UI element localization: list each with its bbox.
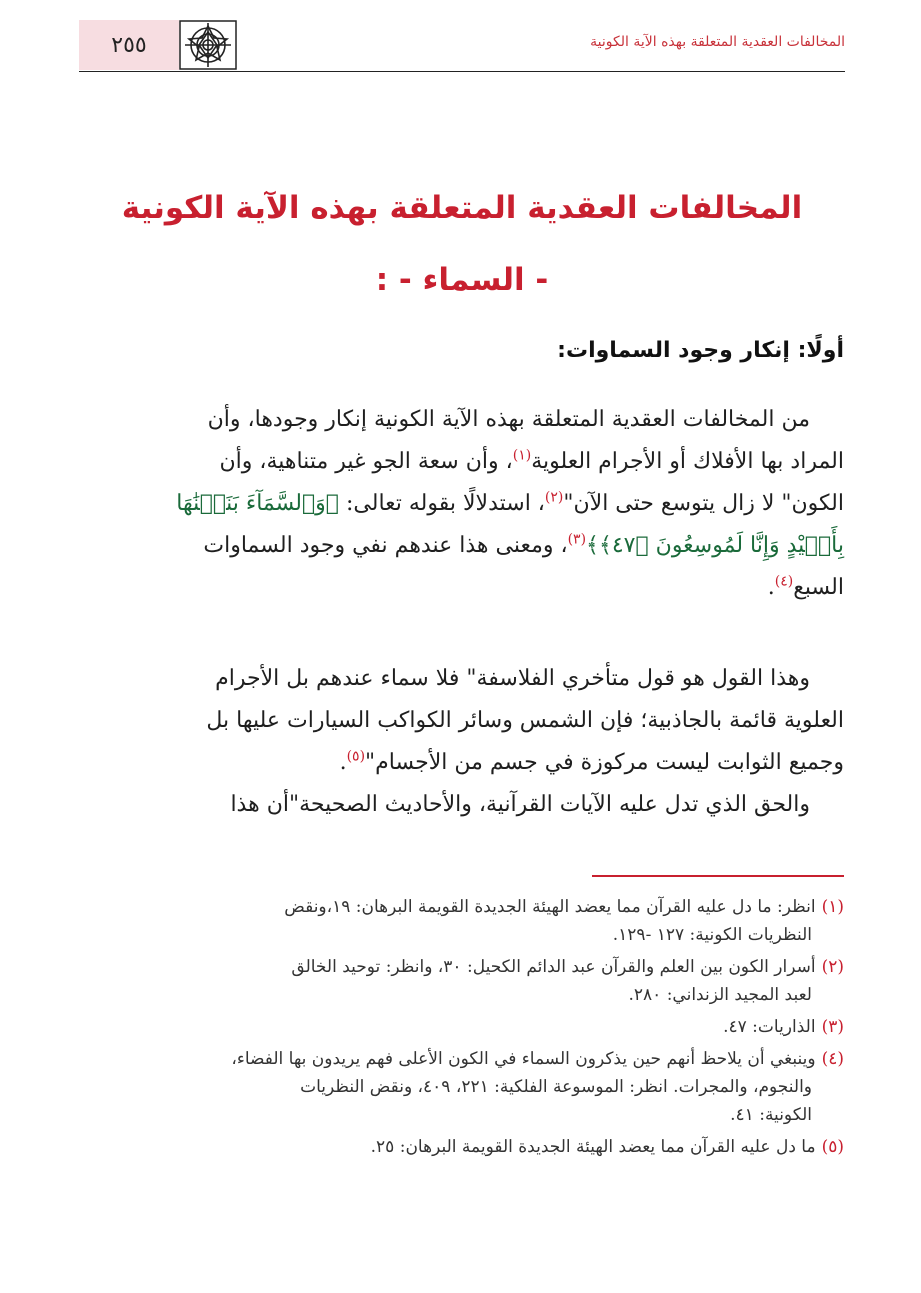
footnotes	[72, 893, 844, 1165]
text-run: المراد بها الأفلاك أو الأجرام العلوية	[531, 449, 844, 474]
footnote-divider	[592, 875, 844, 877]
paragraph-line: العلوية قائمة بالجاذبية؛ فإن الشمس وسائر الكواكب السيارات عليها بل	[206, 708, 844, 733]
footnote-number: (٥)	[821, 1137, 844, 1157]
footnote-number: (٣)	[821, 1017, 844, 1037]
footnote-ref[interactable]: (٣)	[567, 531, 587, 548]
quran-verse: بِأَيۡيْدٍ وَإِنَّا لَمُوسِعُونَ ﴿٤٧﴾﴾	[586, 533, 844, 558]
footnote-line: النظريات الكونية: ١٢٧ -١٢٩.	[612, 925, 812, 945]
paragraph-line: من المخالفات العقدية المتعلقة بهذه الآية الكونية إنكار وجودها، وأن	[207, 407, 810, 432]
running-title: المخالفات العقدية المتعلقة بهذه الآية الكونية	[590, 34, 845, 50]
page-number: ٢٥٥	[79, 20, 179, 70]
text-run: ، ومعنى هذا عندهم نفي وجود السماوات	[203, 533, 568, 558]
paragraph-line	[74, 441, 844, 483]
footnote-number: (٢)	[821, 957, 844, 977]
page-header	[79, 20, 845, 72]
footnote-line: والنجوم، والمجرات. انظر: الموسوعة الفلكية: ٢٢١، ٤٠٩، ونقض النظريات	[300, 1077, 812, 1097]
footnote-line: لعبد المجيد الزنداني: ٢٨٠.	[628, 985, 812, 1005]
text-run: ، وأن سعة الجو غير متناهية، وأن	[219, 449, 513, 474]
quran-verse: ﴿وَٱلسَّمَآءَ بَنَيۡنَٰهَا	[176, 491, 339, 516]
paragraph-line	[74, 742, 844, 784]
footnote-ref[interactable]: (٥)	[346, 748, 366, 765]
footnote-line	[72, 1133, 844, 1161]
chapter-title-line1: المخالفات العقدية المتعلقة بهذه الآية الكونية	[121, 190, 803, 226]
footnote-text: أسرار الكون بين العلم والقرآن عبد الدائم الكحيل: ٣٠، وانظر: توحيد الخالق	[291, 957, 816, 977]
footnote	[72, 1045, 844, 1129]
paragraph-line	[74, 525, 844, 567]
footnote-text: وينبغي أن يلاحظ أنهم حين يذكرون السماء في الكون الأعلى فهم يريدون بها الفضاء،	[231, 1049, 816, 1069]
footnote-line	[72, 1045, 844, 1073]
chapter-title-line2: - السماء - :	[375, 262, 549, 298]
section-heading: أولًا: إنكار وجود السماوات:	[557, 338, 844, 363]
footnote-line	[72, 1013, 844, 1041]
footnote-ref[interactable]: (٢)	[544, 489, 564, 506]
footnote	[72, 893, 844, 949]
text-run: .	[339, 750, 347, 775]
footnote	[72, 953, 844, 1009]
footnote	[72, 1013, 844, 1041]
footnote-number: (٤)	[821, 1049, 844, 1069]
paragraph-3	[74, 784, 844, 826]
paragraph-1	[74, 399, 844, 609]
chapter-title	[79, 172, 845, 316]
footnote-ref[interactable]: (١)	[512, 447, 532, 464]
footnote	[72, 1133, 844, 1161]
text-run: ، استدلالًا بقوله تعالى:	[339, 491, 545, 516]
text-run: الكون" لا زال يتوسع حتى الآن"	[563, 491, 844, 516]
ornament-icon	[179, 20, 237, 70]
footnote-text: الذاريات: ٤٧.	[723, 1017, 816, 1037]
footnote-text: ما دل عليه القرآن مما يعضد الهيئة الجديدة القويمة البرهان: ٢٥.	[370, 1137, 816, 1157]
text-run: وجميع الثوابت ليست مركوزة في جسم من الأجسام"	[365, 750, 844, 775]
paragraph-line	[74, 483, 844, 525]
paragraph-line: والحق الذي تدل عليه الآيات القرآنية، والأحاديث الصحيحة"أن هذا	[230, 792, 810, 817]
footnote-line	[72, 953, 844, 981]
footnote-ref[interactable]: (٤)	[774, 573, 794, 590]
footnote-line: الكونية: ٤١.	[730, 1105, 812, 1125]
footnote-line	[72, 893, 844, 921]
text-run: .	[767, 575, 775, 600]
text-run: السبع	[793, 575, 844, 600]
footnote-text: انظر: ما دل عليه القرآن مما يعضد الهيئة الجديدة القويمة البرهان: ١٩،ونقض	[284, 897, 816, 917]
footnote-number: (١)	[821, 897, 844, 917]
paragraph-line	[74, 567, 844, 609]
paragraph-line: وهذا القول هو قول متأخري الفلاسفة" فلا سماء عندهم بل الأجرام	[215, 666, 810, 691]
paragraph-2	[74, 658, 844, 784]
